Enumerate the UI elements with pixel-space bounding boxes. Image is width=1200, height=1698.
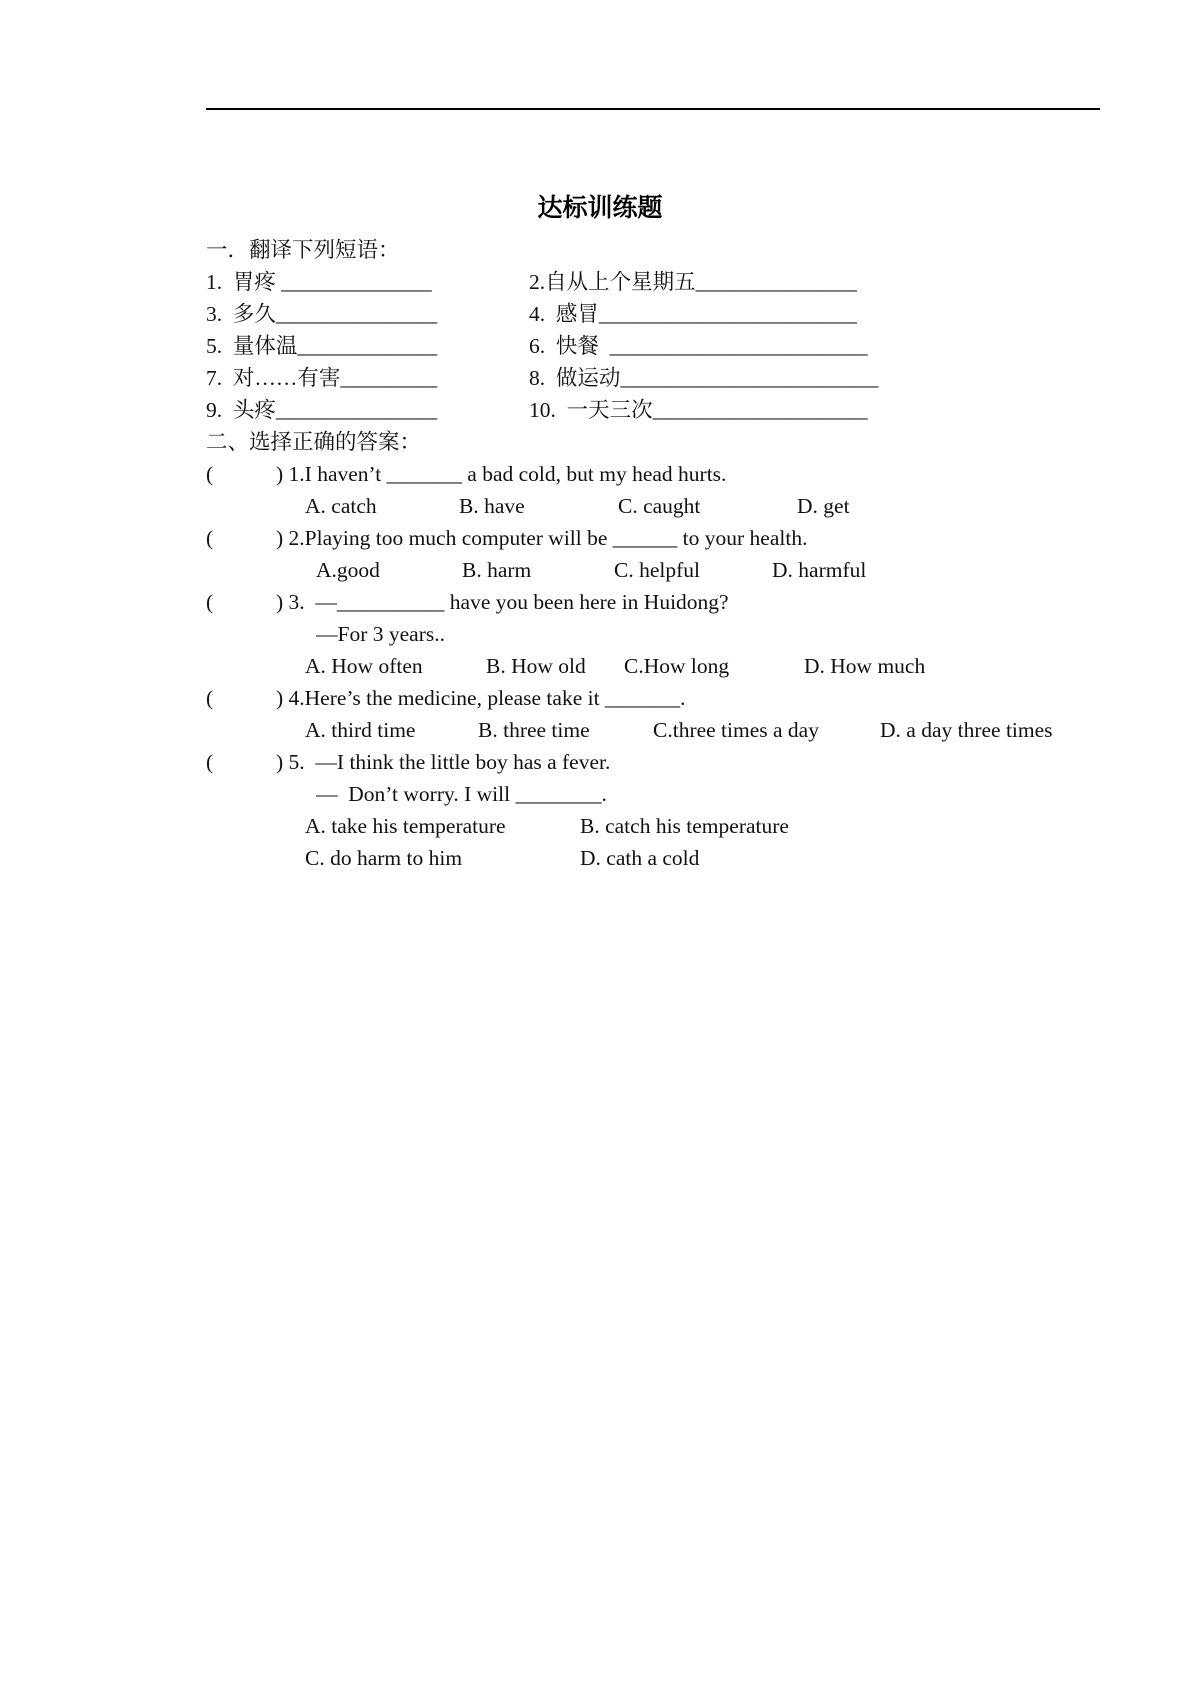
phrase-item-8: 8. 做运动________________________ [529, 366, 879, 390]
question-paren: ( [206, 526, 214, 550]
option-1c: C. caught [618, 494, 701, 518]
phrase-item-5: 5. 量体温_____________ [206, 334, 438, 358]
phrase-item-1: 1. 胃疼 ______________ [206, 270, 432, 294]
question-stem-5: ) 5. —I think the little boy has a fever. [276, 750, 611, 774]
option-3b: B. How old [486, 654, 586, 678]
phrase-item-10: 10. 一天三次____________________ [529, 398, 868, 422]
section2-heading: 二、选择正确的答案： [206, 430, 422, 454]
option-5b: B. catch his temperature [580, 814, 789, 838]
question-reply-3: —For 3 years.. [316, 622, 445, 646]
option-2d: D. harmful [772, 558, 867, 582]
option-4b: B. three time [478, 718, 590, 742]
option-4d: D. a day three times [880, 718, 1053, 742]
question-stem-3: ) 3. —__________ have you been here in Huidong? [276, 590, 729, 614]
option-2c: C. helpful [614, 558, 700, 582]
option-3c: C.How long [624, 654, 730, 678]
option-5c: C. do harm to him [305, 846, 463, 870]
question-paren: ( [206, 590, 214, 614]
option-2b: B. harm [462, 558, 532, 582]
question-stem-1: ) 1.I haven’t _______ a bad cold, but my head hurts. [276, 462, 727, 486]
option-1b: B. have [459, 494, 525, 518]
option-3d: D. How much [804, 654, 926, 678]
option-4c: C.three times a day [653, 718, 819, 742]
question-stem-2: ) 2.Playing too much computer will be ______ to your health. [276, 526, 808, 550]
question-paren: ( [206, 462, 214, 486]
question-paren: ( [206, 750, 214, 774]
page-title: 达标训练题 [537, 193, 663, 222]
header-rule [206, 108, 1100, 110]
question-paren: ( [206, 686, 214, 710]
option-5d: D. cath a cold [580, 846, 700, 870]
option-2a: A.good [316, 558, 380, 582]
option-1a: A. catch [305, 494, 377, 518]
option-3a: A. How often [305, 654, 423, 678]
phrase-item-4: 4. 感冒________________________ [529, 302, 857, 326]
phrase-item-6: 6. 快餐 ________________________ [529, 334, 868, 358]
phrase-item-7: 7. 对……有害_________ [206, 366, 438, 390]
phrase-item-9: 9. 头疼_______________ [206, 398, 438, 422]
question-reply-5: — Don’t worry. I will ________. [316, 782, 607, 806]
option-1d: D. get [797, 494, 850, 518]
option-4a: A. third time [305, 718, 416, 742]
phrase-item-2: 2.自从上个星期五_______________ [529, 270, 857, 294]
section1-heading: 一．翻译下列短语： [206, 238, 400, 262]
question-stem-4: ) 4.Here’s the medicine, please take it _______. [276, 686, 686, 710]
option-5a: A. take his temperature [305, 814, 506, 838]
phrase-item-3: 3. 多久_______________ [206, 302, 438, 326]
